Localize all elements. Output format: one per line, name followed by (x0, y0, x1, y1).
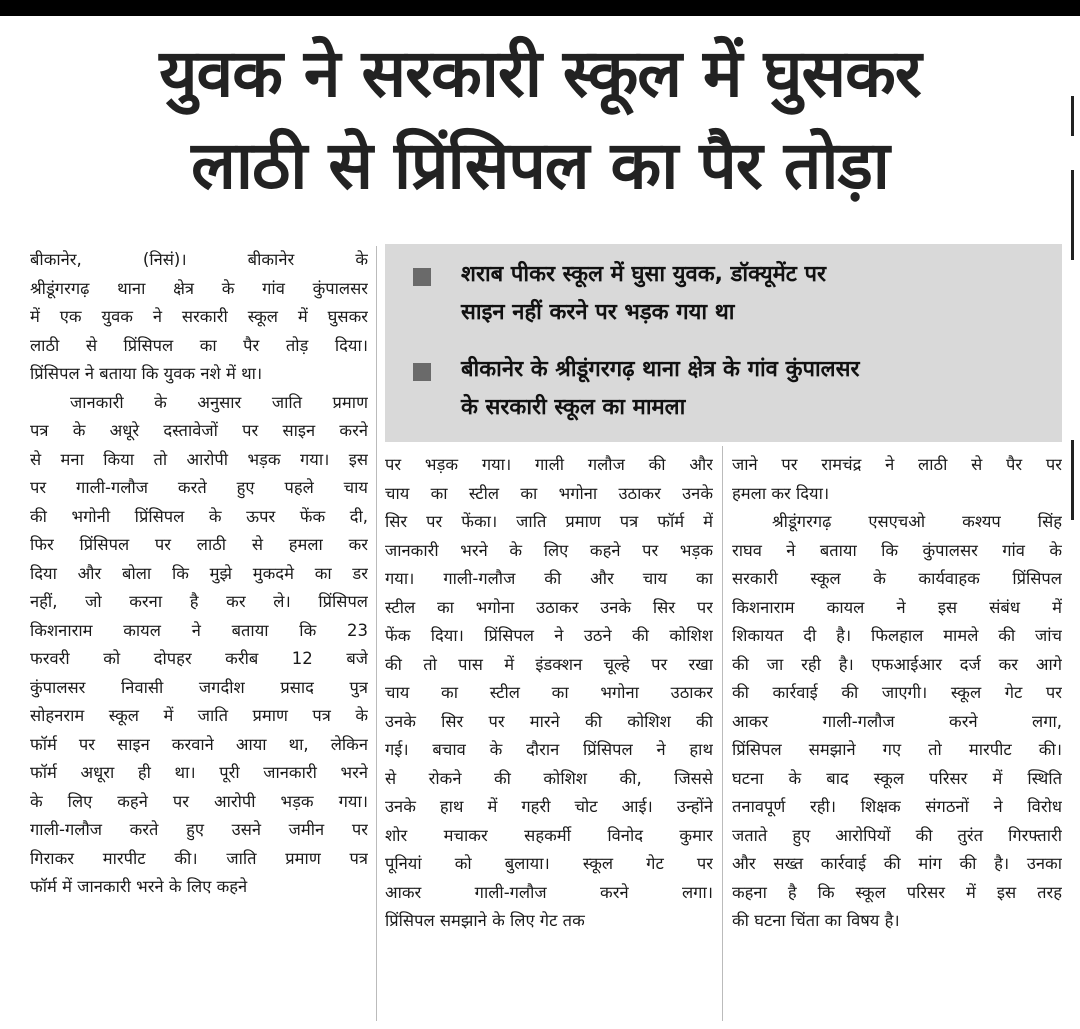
article-line: आकर गाली-गलौज करने लगा। (385, 882, 713, 902)
article-line: कहना है कि स्कूल परिसर में इस तरह (732, 882, 1062, 902)
article-line: सोहनराम स्कूल में जाति प्रमाण पत्र के (30, 706, 368, 725)
column-divider (376, 246, 377, 1021)
article-line: दिया और बोला कि मुझे मुकदमे का डर (30, 563, 368, 583)
right-edge-rule (1071, 440, 1074, 520)
article-line: फेंक दिया। प्रिंसिपल ने उठने की कोशिश (385, 626, 713, 645)
article-line: जानकारी भरने के लिए कहने पर भड़क (385, 540, 713, 560)
article-line: और सख्त कार्रवाई की मांग की है। उनका (732, 854, 1062, 873)
article-line: पर गाली-गलौज करते हुए पहले चाय (30, 478, 368, 497)
article-line: राघव ने बताया कि कुंपालसर गांव के (732, 540, 1062, 560)
headline-line-1: युवक ने सरकारी स्कूल में घुसकर (159, 35, 921, 112)
article-line: श्रीडूंगरगढ़ एसएचओ कश्यप सिंह (772, 512, 1062, 531)
article-line: प्रिंसिपल ने बताया कि युवक नशे में था। (30, 364, 263, 383)
highlight-text (461, 256, 1041, 332)
article-line: उनके हाथ में गहरी चोट आई। उन्होंने (385, 797, 713, 816)
article-line: से मना किया तो आरोपी भड़क गया। इस (30, 449, 368, 469)
article-line: की तो पास में इंडक्शन चूल्हे पर रखा (385, 654, 713, 674)
column-divider (722, 446, 723, 1021)
article-line: फॉर्म में जानकारी भरने के लिए कहने (30, 877, 248, 896)
highlights-box (385, 244, 1062, 442)
article-line: की भगोनी प्रिंसिपल के ऊपर फेंक दी, (30, 506, 368, 526)
article-line: प्रिंसिपल समझाने गए तो मारपीट की। (732, 740, 1062, 759)
article-column-1 (30, 246, 368, 902)
article-line: जाने पर रामचंद्र ने लाठी से पैर पर (732, 455, 1062, 474)
highlight-line: शराब पीकर स्कूल में घुसा युवक, डॉक्यूमेंट पर (461, 262, 827, 287)
headline (20, 28, 1060, 212)
article-line: उनके सिर पर मारने की कोशिश की (385, 711, 713, 731)
article-line: हमला कर दिया। (732, 483, 830, 503)
article-line: लाठी से प्रिंसिपल का पैर तोड़ दिया। (30, 335, 368, 355)
square-bullet-icon (413, 268, 431, 286)
article-line: फरवरी को दोपहर करीब 12 बजे (30, 649, 368, 668)
article-line: श्रीडूंगरगढ़ थाना क्षेत्र के गांव कुंपालसर (30, 278, 368, 298)
top-border (0, 0, 1080, 16)
article-line: पत्र के अधूरे दस्तावेजों पर साइन करने (30, 421, 368, 440)
highlight-line: साइन नहीं करने पर भड़क गया था (461, 300, 735, 325)
article-line: स्टील का भगोना उठाकर उनके सिर पर (385, 597, 713, 617)
article-line: किशनाराम कायल ने बताया कि 23 (30, 620, 368, 640)
article-line: शोर मचाकर सहकर्मी विनोद कुमार (385, 825, 713, 845)
article-line: पर भड़क गया। गाली गलौज की और (385, 455, 713, 474)
article-line: सरकारी स्कूल के कार्यवाहक प्रिंसिपल (732, 569, 1062, 588)
article-line: की कार्रवाई की जाएगी। स्कूल गेट पर (732, 683, 1062, 702)
article-line: चाय का स्टील का भगोना उठाकर उनके (385, 483, 713, 503)
highlight-line: बीकानेर के श्रीडूंगरगढ़ थाना क्षेत्र के गांव कुंपालसर (461, 357, 860, 382)
article-line: में एक युवक ने सरकारी स्कूल में घुसकर (30, 307, 368, 326)
article-line: चाय का स्टील का भगोना उठाकर (385, 683, 713, 702)
article-line: से रोकने की कोशिश की, जिससे (385, 768, 713, 788)
article-line: गिराकर मारपीट की। जाति प्रमाण पत्र (30, 848, 368, 868)
highlight-line: के सरकारी स्कूल का मामला (461, 395, 686, 420)
article-line: घटना के बाद स्कूल परिसर में स्थिति (732, 768, 1062, 788)
article-line: प्रिंसिपल समझाने के लिए गेट तक (385, 911, 585, 930)
article-column-2 (385, 451, 713, 936)
article-column-3 (732, 451, 1062, 936)
article-line: के लिए कहने पर आरोपी भड़क गया। (30, 791, 368, 811)
article-line: गाली-गलौज करते हुए उसने जमीन पर (30, 820, 368, 839)
right-edge-rule (1071, 96, 1074, 136)
article-line: फॉर्म अधूरा ही था। पूरी जानकारी भरने (30, 763, 368, 782)
highlight-text (461, 351, 1041, 427)
square-bullet-icon (413, 363, 431, 381)
article-line: शिकायत दी है। फिलहाल मामले की जांच (732, 626, 1062, 645)
article-line: जानकारी के अनुसार जाति प्रमाण (70, 392, 368, 412)
article-line: नहीं, जो करना है कर ले। प्रिंसिपल (30, 592, 368, 611)
article-line: की घटना चिंता का विषय है। (732, 911, 900, 930)
article-line: तनावपूर्ण रही। शिक्षक संगठनों ने विरोध (732, 797, 1062, 816)
article-line: सिर पर फेंका। जाति प्रमाण पत्र फॉर्म में (385, 512, 713, 531)
article-line: गया। गाली-गलौज की और चाय का (385, 569, 713, 588)
article-line: गई। बचाव के दौरान प्रिंसिपल ने हाथ (385, 740, 713, 759)
headline-line-2: लाठी से प्रिंसिपल का पैर तोड़ा (191, 127, 889, 204)
article-line: फिर प्रिंसिपल पर लाठी से हमला कर (30, 535, 368, 554)
article-line: फॉर्म पर साइन करवाने आया था, लेकिन (30, 734, 368, 754)
article-line: किशनाराम कायल ने इस संबंध में (732, 597, 1062, 617)
article-line: की जा रही है। एफआईआर दर्ज कर आगे (732, 654, 1062, 674)
article-line: बीकानेर, (निसं)। बीकानेर के (30, 250, 368, 269)
article-line: कुंपालसर निवासी जगदीश प्रसाद पुत्र (30, 677, 368, 697)
article-line: आकर गाली-गलौज करने लगा, (732, 711, 1062, 731)
right-edge-rule (1071, 170, 1074, 260)
article-line: जताते हुए आरोपियों की तुरंत गिरफ्तारी (732, 825, 1062, 845)
article-line: पूनियां को बुलाया। स्कूल गेट पर (385, 854, 713, 873)
